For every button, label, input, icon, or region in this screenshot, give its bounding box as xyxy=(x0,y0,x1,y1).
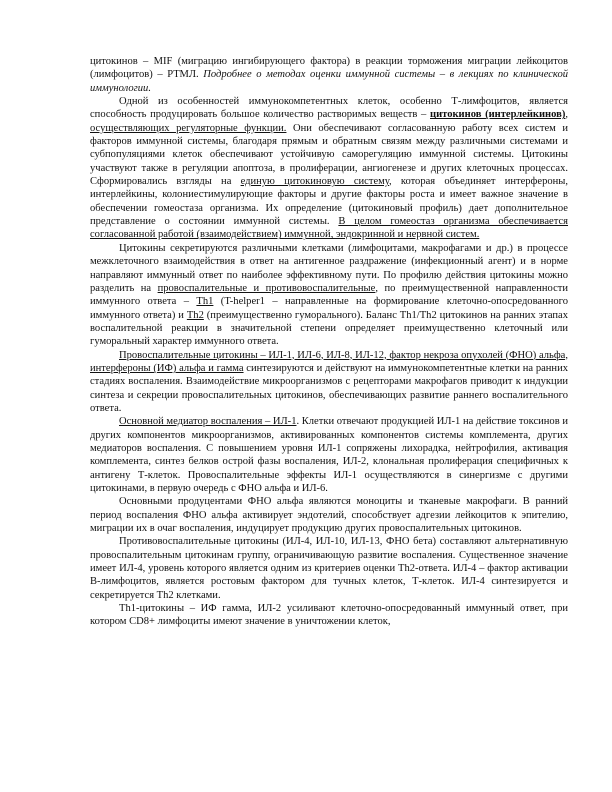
text-run: синтезируются и действуют на иммунокомпетентные клетки на ранних стадиях воспаления. Взаимодействие микроорганизмов с рецепторами макрофагов приводит к индукции синтеза и секреции провоспалительных цитокинов, обеспечивающих развитие раннего воспалительного ответа. xyxy=(90,362,568,414)
paragraph-3 xyxy=(90,242,568,349)
text-run: , xyxy=(565,109,568,121)
underlined-phrase: В целом гомеостаз организма обеспечивается согласованной работой (взаимодействием) иммунной, эндокринной и нервной систем. xyxy=(90,216,569,241)
bold-term-cytokines: цитокинов (интерлейкинов) xyxy=(430,109,566,121)
text-run: , которая объединяет интерфероны, интерлейкины, колониестимулирующие факторы и другие факторы роста и имеет важное значение в обеспечении гомеостаза организма. Их определение (цитокиновый профиль) дает дополнительное представление о состоянии иммунной системы. xyxy=(90,176,568,228)
underlined-term-th2: Th2 xyxy=(186,309,204,321)
text-run: цитокинов – MIF (миграцию ингибирующего фактора) в реакции торможения миграции лейкоцитов (лимфоцитов) – РТМЛ. xyxy=(90,56,568,81)
paragraph-8: Th1-цитокины – ИФ гамма, ИЛ-2 усиливают клеточно-опосредованный иммунный ответ, при котором CD8+ лимфоциты имеют значение в уничтожении клеток, xyxy=(90,603,568,628)
underlined-phrase: осуществляющих регуляторные функции. xyxy=(90,122,287,134)
paragraph-7: Противовоспалительные цитокины (ИЛ-4, ИЛ-10, ИЛ-13, ФНО бета) составляют альтернативную провоспалительным цитокинам группу, ограничивающую развитие воспаления. Существенное значение имеет ИЛ-4, уровень которого является одним из критериев оценки Th2-ответа. ИЛ-4 – фактор активации В-лимфоцитов, является ростовым фактором для тучных клеток, Т-клеток. ИЛ-4 синтезируется и секретируется Th2 клетками. xyxy=(90,536,568,601)
paragraph-6: Основными продуцентами ФНО альфа являются моноциты и тканевые макрофаги. В ранний период воспаления ФНО альфа активирует эндотелий, способствует адгезии лейкоцитов к эпителию, миграции их в очаг воспаления, индуцирует продукцию других провоспалительных цитокинов. xyxy=(90,496,568,535)
underlined-term-th1: Th1 xyxy=(196,296,214,308)
paragraph-4 xyxy=(90,349,568,416)
text-run: (T-helper1 – направленные на формирование клеточно-опосредованного иммунного ответа) и xyxy=(90,296,568,321)
text-run: . Клетки отвечают продукцией ИЛ-1 на действие токсинов и других компонентов микроорганизмов, активированных компонентов системы комплемента, других медиаторов воспаления. С повышением уровня ИЛ-1 сопряжены лихорадка, нейтрофилия, активация комплемента, синтез белков острой фазы воспаления, ИЛ-2, клональная пролиферация специфичных к антигену Т-клеток. Провоспалительные эффекты ИЛ-1 осуществляются в синергизме с другими цитокинами, в первую очередь с ФНО альфа и ИЛ-6. xyxy=(90,416,568,494)
underlined-phrase: Провоспалительные цитокины – ИЛ-1, ИЛ-6, ИЛ-8, ИЛ-12, фактор некроза опухолей (ФНО) альфа, интерфероны (ИФ) альфа и гамма xyxy=(90,349,568,374)
text-run: (преимущественно гуморального). Баланс Th1/Th2 цитокинов на ранних этапах воспалительной реакции в значительной степени определяет преимущественно клеточный или гуморальный характер иммунного ответа. xyxy=(90,309,568,348)
underlined-phrase: единую цитокиновую систему xyxy=(240,176,390,188)
text-run: , по преимущественной направленности иммунного ответа – xyxy=(90,282,568,308)
underlined-phrase: провоспалительные и противовоспалительные xyxy=(157,282,376,294)
text-run: Цитокины секретируются различными клетками (лимфоцитами, макрофагами и др.) в процессе межклеточного взаимодействия в ответ на антигенное раздражение (инфекционный агент) и в норме направляют иммунный ответ по наиболее эффективному пути. По профилю действия цитокины можно разделить на xyxy=(90,242,568,294)
italic-note: Подробнее о методах оценки иммунной системы – в лекциях по клинической иммунологии. xyxy=(90,69,568,94)
paragraph-2 xyxy=(90,95,568,242)
paragraph-1 xyxy=(90,55,568,95)
underlined-phrase: Основной медиатор воспаления – ИЛ-1 xyxy=(119,416,297,428)
text-run: Они обеспечивают согласованную работу всех систем и факторов иммунной системы, благодаря прямым и обратным связям между различными системами и субпопуляциями клеток обеспечивают устойчивую саморегуляцию иммунной системы. Цитокины участвуют также в регуляции апоптоза, в пролиферации, ангиогенезе и других клеточных процессах. Сформировались взгляды на xyxy=(90,122,568,188)
paragraph-5 xyxy=(90,415,568,495)
document-page xyxy=(90,55,568,629)
text-run: Одной из особенностей иммунокомпетентных клеток, особенно Т-лимфоцитов, является способность продуцировать большое количество растворимых веществ – xyxy=(90,96,568,121)
